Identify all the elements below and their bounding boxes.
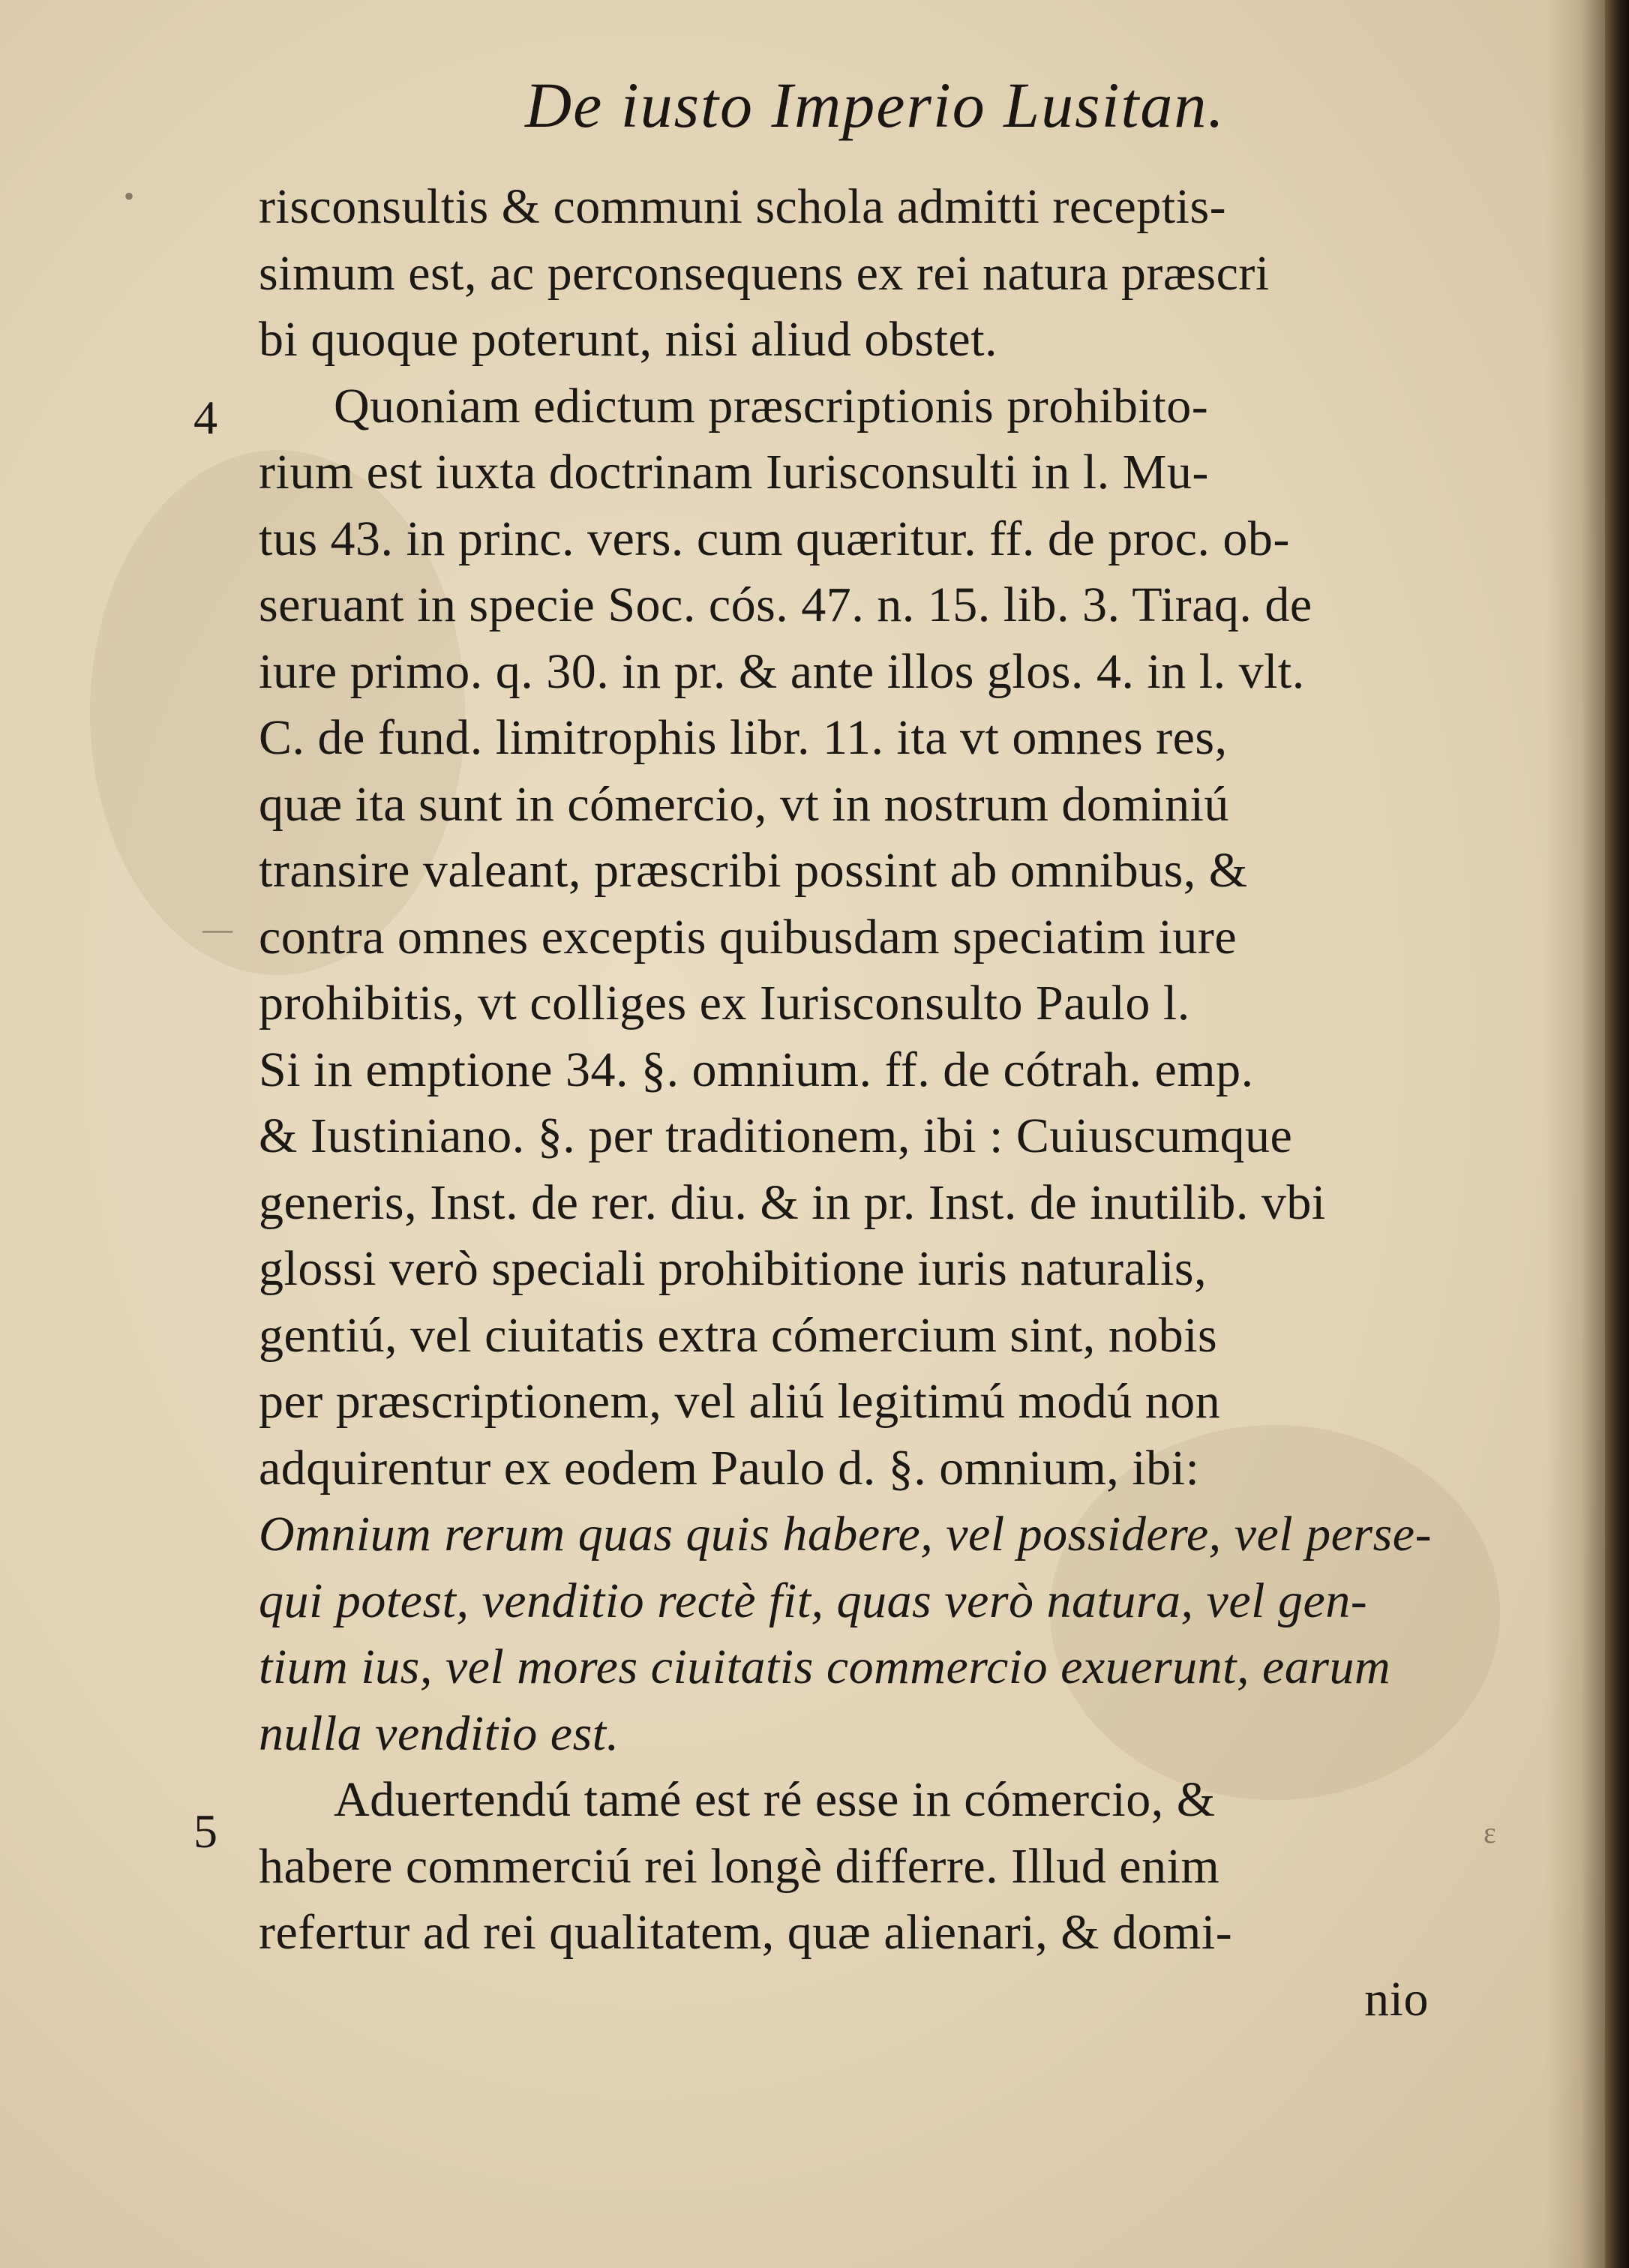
text-line: & Iustiniano. §. per traditionem, ibi : Cuiuscumque <box>259 1108 1293 1163</box>
margin-number-5: 5 <box>194 1804 218 1858</box>
text-line: habere commerciú rei longè differre. Illud enim <box>259 1838 1220 1894</box>
text-line: Si in emptione 34. §. omnium. ff. de cótrah. emp. <box>259 1042 1254 1097</box>
text-line: rium est iuxta doctrinam Iurisconsulti in l. Mu- <box>259 445 1209 500</box>
text-line: transire valeant, præscribi possint ab omnibus, & <box>259 843 1248 898</box>
text-line: Omnium rerum quas quis habere, vel possidere, vel perse- <box>259 1507 1432 1562</box>
margin-number-4: 4 <box>194 391 218 444</box>
text-line: Aduertendú tamé est ré esse in cómercio, & <box>334 1772 1216 1827</box>
text-line: generis, Inst. de rer. diu. & in pr. Inst. de inutilib. vbi <box>259 1174 1326 1230</box>
text-line: glossi verò speciali prohibitione iuris naturalis, <box>259 1241 1208 1296</box>
body-text <box>259 174 1436 2032</box>
text-line: C. de fund. limitrophis libr. 11. ita vt omnes res, <box>259 710 1228 765</box>
text-line: adquirentur ex eodem Paulo d. §. omnium, ibi: <box>259 1440 1200 1496</box>
text-line: Quoniam edictum præscriptionis prohibito- <box>334 378 1209 434</box>
running-head: De iusto Imperio Lusitan. <box>525 69 1226 141</box>
text-line: nulla venditio est. <box>259 1706 620 1761</box>
text-line: tium ius, vel mores ciuitatis commercio exuerunt, earum <box>259 1640 1391 1694</box>
text-line: prohibitis, vt colliges ex Iurisconsulto Paulo l. <box>259 976 1190 1030</box>
margin-mark: • <box>124 179 135 213</box>
text-line: gentiú, vel ciuitatis extra cómercium sint, nobis <box>259 1307 1218 1363</box>
text-line: iure primo. q. 30. in pr. & ante illos glos. 4. in l. vlt. <box>259 644 1305 699</box>
page-edge <box>1605 0 1629 2268</box>
text-line: tus 43. in princ. vers. cum quæritur. ff. de proc. ob- <box>259 511 1290 566</box>
text-line: quæ ita sunt in cómercio, vt in nostrum dominiú <box>259 776 1229 832</box>
text-line: bi quoque poterunt, nisi aliud obstet. <box>259 312 998 367</box>
text-line: seruant in specie Soc. cós. 47. n. 15. lib. 3. Tiraq. de <box>259 578 1312 632</box>
text-line: per præscriptionem, vel aliú legitimú modú non <box>259 1374 1221 1429</box>
text-line: nio <box>1364 1971 1429 2026</box>
text-line: contra omnes exceptis quibusdam speciatim iure <box>259 909 1238 964</box>
margin-mark: — <box>202 912 232 946</box>
margin-mark: ɛ <box>1484 1816 1496 1850</box>
text-line: simum est, ac perconsequens ex rei natura præscri <box>259 245 1270 301</box>
text-line: qui potest, venditio rectè fit, quas verò natura, vel gen- <box>259 1573 1368 1628</box>
text-line: risconsultis & communi schola admitti receptis- <box>259 179 1227 234</box>
text-line: refertur ad rei qualitatem, quæ alienari, & domi- <box>259 1905 1233 1960</box>
gutter-shadow <box>1545 0 1605 2268</box>
